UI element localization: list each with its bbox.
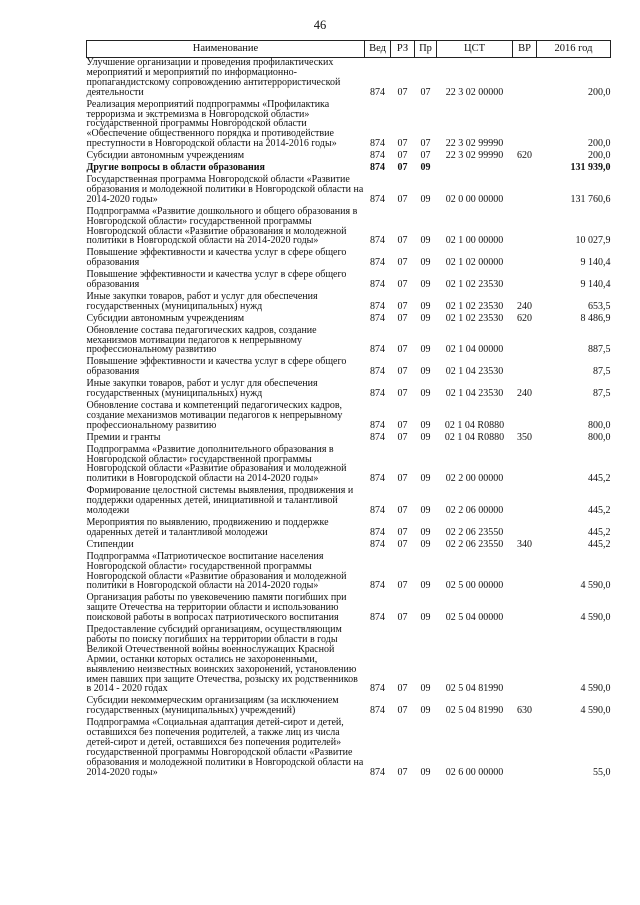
cell-pr: 09 bbox=[420, 419, 431, 431]
cell-name: Субсидии некоммерческим организациям (за исключением государственных (муниципальных) учреждений) bbox=[86, 695, 339, 717]
cell-name: Повышение эффективности и качества услуг в сфере общего образования bbox=[86, 269, 347, 291]
cell-cst: 02 2 06 00000 bbox=[445, 505, 504, 517]
cell-name: Иные закупки товаров, работ и услуг для обеспечения государственных (муниципальных) нужд bbox=[86, 290, 318, 312]
cell-name: Субсидии автономным учреждениям bbox=[86, 312, 245, 324]
cell-pr: 07 bbox=[420, 150, 431, 162]
table-row bbox=[87, 696, 611, 718]
cell-vr bbox=[513, 518, 537, 540]
cell-pr: 09 bbox=[420, 580, 431, 592]
cell-rz: 07 bbox=[397, 150, 408, 162]
header-vr: ВР bbox=[513, 41, 537, 58]
cell-amount: 200,0 bbox=[588, 86, 611, 98]
cell-amount: 445,2 bbox=[588, 526, 611, 538]
cell-rz: 07 bbox=[397, 419, 408, 431]
cell-name: Подпрограмма «Развитие дополнительного образования в Новгородской области» государственной программы Новгородской области «Развитие образования и молодежной политики в Новгородской области на 2014-2020 годы» bbox=[86, 443, 347, 485]
cell-pr: 09 bbox=[420, 388, 431, 400]
cell-cst: 22 3 02 99990 bbox=[445, 138, 504, 150]
cell-cst: 02 1 02 00000 bbox=[445, 257, 504, 269]
cell-rz: 07 bbox=[397, 683, 408, 695]
cell-amount: 445,2 bbox=[588, 505, 611, 517]
cell-ved: 874 bbox=[370, 344, 385, 356]
table-row bbox=[87, 552, 611, 594]
cell-rz: 07 bbox=[397, 366, 408, 378]
cell-pr: 09 bbox=[420, 705, 431, 717]
cell-amount: 10 027,9 bbox=[575, 235, 611, 247]
cell-ved: 874 bbox=[370, 580, 385, 592]
cell-vr: 630 bbox=[517, 705, 532, 717]
cell-name: Государственная программа Новгородской области «Развитие образования и молодежной политики в Новгородской области на 2014-2020 годы» bbox=[86, 173, 364, 205]
header-amount: 2016 год bbox=[537, 41, 611, 58]
cell-rz: 07 bbox=[397, 766, 408, 778]
cell-name: Организация работы по увековечению памяти погибших при защите Отечества на территории области и использованию поисковой работы в вопросах патриотического воспитания bbox=[86, 592, 347, 624]
cell-cst: 02 1 04 R0880 bbox=[444, 419, 505, 431]
cell-cst: 02 5 04 81990 bbox=[445, 705, 504, 717]
cell-pr: 09 bbox=[420, 235, 431, 247]
cell-amount: 4 590,0 bbox=[580, 705, 611, 717]
cell-cst: 22 3 02 00000 bbox=[445, 86, 504, 98]
table-row bbox=[87, 248, 611, 270]
cell-amount: 87,5 bbox=[593, 366, 611, 378]
cell-cst: 22 3 02 99990 bbox=[445, 150, 504, 162]
cell-ved: 874 bbox=[370, 612, 385, 624]
table-row bbox=[87, 540, 611, 552]
cell-cst: 02 5 00 00000 bbox=[445, 580, 504, 592]
cell-amount: 8 486,9 bbox=[580, 312, 611, 324]
cell-cst: 02 1 04 R0880 bbox=[444, 431, 505, 443]
cell-name: Субсидии автономным учреждениям bbox=[86, 150, 245, 162]
table-row bbox=[87, 593, 611, 625]
cell-rz: 07 bbox=[397, 505, 408, 517]
cell-ved: 874 bbox=[370, 431, 385, 443]
cell-pr: 09 bbox=[420, 766, 431, 778]
cell-cst: 02 1 02 23530 bbox=[445, 279, 504, 291]
cell-rz: 07 bbox=[397, 580, 408, 592]
cell-vr bbox=[513, 163, 537, 175]
cell-rz: 07 bbox=[397, 431, 408, 443]
cell-amount: 445,2 bbox=[588, 538, 611, 550]
header-pr: Пр bbox=[415, 41, 437, 58]
cell-name: Подпрограмма «Патриотическое воспитание населения Новгородской области» государственной программы Новгородской области «Развитие образования и молодежной политики в Новгородской области на 2014-2020 годы» bbox=[86, 550, 347, 592]
table-row bbox=[87, 314, 611, 326]
cell-name: Предоставление субсидий организациям, осуществляющим работы по поиску погибших на территории области в годы Великой Отечественной войны военнослужащих Красной Армии, останки которых остались не захороненными, выявлению неизвестных воинских захоронений, установлению имен павших при защите Отечества, розыску их родственников в 2014 - 2020 годах bbox=[86, 624, 358, 695]
table-row bbox=[87, 357, 611, 379]
cell-pr: 09 bbox=[420, 473, 431, 485]
cell-cst: 02 0 00 00000 bbox=[445, 193, 504, 205]
cell-cst bbox=[437, 163, 513, 175]
cell-pr: 09 bbox=[420, 538, 431, 550]
cell-rz: 07 bbox=[397, 257, 408, 269]
cell-ved: 874 bbox=[370, 86, 385, 98]
cell-ved: 874 bbox=[370, 526, 385, 538]
cell-rz: 07 bbox=[397, 312, 408, 324]
cell-ved: 874 bbox=[370, 138, 385, 150]
cell-ved: 874 bbox=[370, 705, 385, 717]
cell-name: Обновление состава и компетенций педагогических кадров, создание механизмов мотивации педагогов к непрерывному профессиональному развитию bbox=[86, 400, 343, 431]
table-row bbox=[87, 175, 611, 207]
cell-ved: 874 bbox=[370, 683, 385, 695]
cell-vr bbox=[513, 486, 537, 518]
cell-rz: 07 bbox=[397, 388, 408, 400]
header-cst: ЦСТ bbox=[437, 41, 513, 58]
table-row bbox=[87, 486, 611, 518]
cell-vr: 620 bbox=[517, 312, 532, 324]
cell-pr: 07 bbox=[420, 86, 431, 98]
cell-amount: 445,2 bbox=[588, 473, 611, 485]
cell-pr: 09 bbox=[420, 683, 431, 695]
cell-rz: 07 bbox=[397, 705, 408, 717]
cell-ved: 874 bbox=[370, 419, 385, 431]
cell-amount: 131 760,6 bbox=[570, 193, 611, 205]
cell-vr bbox=[513, 175, 537, 207]
cell-vr: 350 bbox=[517, 431, 532, 443]
cell-vr bbox=[513, 100, 537, 152]
cell-amount: 200,0 bbox=[588, 138, 611, 150]
cell-cst: 02 1 00 00000 bbox=[445, 235, 504, 247]
cell-amount: 800,0 bbox=[588, 419, 611, 431]
cell-pr: 09 bbox=[420, 526, 431, 538]
header-name: Наименование bbox=[87, 41, 365, 58]
cell-cst: 02 2 00 00000 bbox=[445, 473, 504, 485]
cell-cst: 02 1 04 00000 bbox=[445, 344, 504, 356]
cell-vr: 240 bbox=[517, 300, 532, 312]
table-row bbox=[87, 518, 611, 540]
table-row bbox=[87, 207, 611, 249]
cell-ved: 874 bbox=[370, 162, 385, 174]
cell-vr bbox=[513, 552, 537, 594]
cell-vr bbox=[513, 248, 537, 270]
cell-vr bbox=[513, 58, 537, 100]
cell-cst: 02 5 04 00000 bbox=[445, 612, 504, 624]
cell-rz: 07 bbox=[397, 473, 408, 485]
cell-amount: 9 140,4 bbox=[580, 279, 611, 291]
cell-rz: 07 bbox=[397, 612, 408, 624]
budget-table bbox=[86, 40, 611, 780]
cell-ved: 874 bbox=[370, 257, 385, 269]
cell-cst: 02 5 04 81990 bbox=[445, 683, 504, 695]
cell-name: Другие вопросы в области образования bbox=[86, 162, 265, 174]
cell-vr bbox=[513, 270, 537, 292]
cell-pr: 09 bbox=[420, 612, 431, 624]
cell-cst: 02 1 02 23530 bbox=[445, 312, 504, 324]
cell-name: Повышение эффективности и качества услуг в сфере общего образования bbox=[86, 356, 347, 378]
cell-vr bbox=[513, 593, 537, 625]
cell-ved: 874 bbox=[370, 235, 385, 247]
cell-vr bbox=[513, 401, 537, 433]
cell-rz: 07 bbox=[397, 138, 408, 150]
cell-ved: 874 bbox=[370, 388, 385, 400]
table-row bbox=[87, 270, 611, 292]
cell-vr bbox=[513, 625, 537, 696]
cell-rz: 07 bbox=[397, 344, 408, 356]
table-row bbox=[87, 379, 611, 401]
cell-name: Стипендии bbox=[86, 538, 134, 550]
cell-cst: 02 1 04 23530 bbox=[445, 366, 504, 378]
table-row bbox=[87, 326, 611, 358]
cell-amount: 887,5 bbox=[588, 344, 611, 356]
cell-rz: 07 bbox=[397, 162, 408, 174]
header-row bbox=[87, 41, 611, 58]
cell-rz: 07 bbox=[397, 538, 408, 550]
table-row bbox=[87, 718, 611, 779]
cell-amount: 653,5 bbox=[588, 300, 611, 312]
cell-vr bbox=[513, 326, 537, 358]
cell-amount: 200,0 bbox=[588, 150, 611, 162]
cell-name: Мероприятия по выявлению, продвижению и поддержке одаренных детей и талантливой молодежи bbox=[86, 516, 329, 538]
header-ved: Вед bbox=[365, 41, 391, 58]
cell-vr bbox=[513, 207, 537, 249]
cell-ved: 874 bbox=[370, 300, 385, 312]
cell-rz: 07 bbox=[397, 86, 408, 98]
cell-pr: 09 bbox=[420, 162, 431, 174]
cell-name: Формирование целостной системы выявления, продвижения и поддержки одаренных детей, инициативной и талантливой молодежи bbox=[86, 485, 354, 517]
cell-amount: 4 590,0 bbox=[580, 683, 611, 695]
cell-ved: 874 bbox=[370, 538, 385, 550]
cell-rz: 07 bbox=[397, 300, 408, 312]
cell-ved: 874 bbox=[370, 766, 385, 778]
cell-ved: 874 bbox=[370, 279, 385, 291]
cell-amount: 87,5 bbox=[593, 388, 611, 400]
cell-pr: 09 bbox=[420, 312, 431, 324]
cell-amount: 4 590,0 bbox=[580, 580, 611, 592]
table-row bbox=[87, 625, 611, 696]
table-row bbox=[87, 100, 611, 152]
cell-pr: 09 bbox=[420, 431, 431, 443]
table-row bbox=[87, 433, 611, 445]
cell-pr: 07 bbox=[420, 138, 431, 150]
cell-vr: 340 bbox=[517, 538, 532, 550]
cell-cst: 02 2 06 23550 bbox=[445, 526, 504, 538]
cell-cst: 02 1 02 23530 bbox=[445, 300, 504, 312]
cell-pr: 09 bbox=[420, 193, 431, 205]
cell-name: Премии и гранты bbox=[86, 431, 161, 443]
cell-vr: 240 bbox=[517, 388, 532, 400]
cell-vr bbox=[513, 718, 537, 779]
cell-amount: 9 140,4 bbox=[580, 257, 611, 269]
header-rz: РЗ bbox=[391, 41, 415, 58]
cell-pr: 09 bbox=[420, 366, 431, 378]
cell-amount: 131 939,0 bbox=[570, 162, 611, 174]
cell-amount: 800,0 bbox=[588, 431, 611, 443]
cell-vr bbox=[513, 357, 537, 379]
cell-pr: 09 bbox=[420, 257, 431, 269]
cell-name: Реализация мероприятий подпрограммы «Профилактика терроризма и экстремизма в Новгородской области» государственной программы Новгородской области «Обеспечение общественного порядка и противодействие преступности в Новгородской области на 2014-2016 годы» bbox=[86, 98, 337, 150]
cell-ved: 874 bbox=[370, 312, 385, 324]
cell-cst: 02 2 06 23550 bbox=[445, 538, 504, 550]
cell-amount: 4 590,0 bbox=[580, 612, 611, 624]
cell-pr: 09 bbox=[420, 505, 431, 517]
cell-rz: 07 bbox=[397, 235, 408, 247]
cell-vr: 620 bbox=[517, 150, 532, 162]
cell-cst: 02 6 00 00000 bbox=[445, 766, 504, 778]
cell-ved: 874 bbox=[370, 505, 385, 517]
cell-ved: 874 bbox=[370, 150, 385, 162]
cell-vr bbox=[513, 445, 537, 487]
cell-ved: 874 bbox=[370, 473, 385, 485]
table-row bbox=[87, 58, 611, 100]
cell-pr: 09 bbox=[420, 344, 431, 356]
page-number: 46 bbox=[313, 18, 327, 32]
cell-ved: 874 bbox=[370, 366, 385, 378]
table-body bbox=[87, 58, 611, 780]
cell-rz: 07 bbox=[397, 279, 408, 291]
cell-rz: 07 bbox=[397, 526, 408, 538]
cell-name: Иные закупки товаров, работ и услуг для обеспечения государственных (муниципальных) нужд bbox=[86, 378, 318, 400]
table-row bbox=[87, 445, 611, 487]
cell-cst: 02 1 04 23530 bbox=[445, 388, 504, 400]
table-row bbox=[87, 401, 611, 433]
cell-name: Подпрограмма «Социальная адаптация детей-сирот и детей, оставшихся без попечения родителей, а также лиц из числа детей-сирот и детей, оставшихся без попечения родителей» государственной программы Новгородской области «Развитие образования и молодежной политики в Новгородской области на 2014-2020 годы» bbox=[86, 717, 364, 778]
cell-name: Повышение эффективности и качества услуг в сфере общего образования bbox=[86, 247, 347, 269]
cell-amount: 55,0 bbox=[593, 766, 611, 778]
cell-name: Обновление состава педагогических кадров, создание механизмов мотивации педагогов к непрерывному профессиональному развитию bbox=[86, 324, 317, 356]
cell-pr: 09 bbox=[420, 279, 431, 291]
cell-ved: 874 bbox=[370, 193, 385, 205]
cell-name: Подпрограмма «Развитие дошкольного и общего образования в Новгородской области» государственной программы Новгородской области «Развитие образования и молодежной политики в Новгородской области на 2014-2020 годы» bbox=[86, 205, 358, 247]
cell-pr: 09 bbox=[420, 300, 431, 312]
table-row bbox=[87, 292, 611, 314]
cell-name: Улучшение организации и проведения профилактических мероприятий и мероприятий по информационно-пропагандистскому сопровождению антитеррористической деятельности bbox=[86, 57, 341, 98]
cell-rz: 07 bbox=[397, 193, 408, 205]
